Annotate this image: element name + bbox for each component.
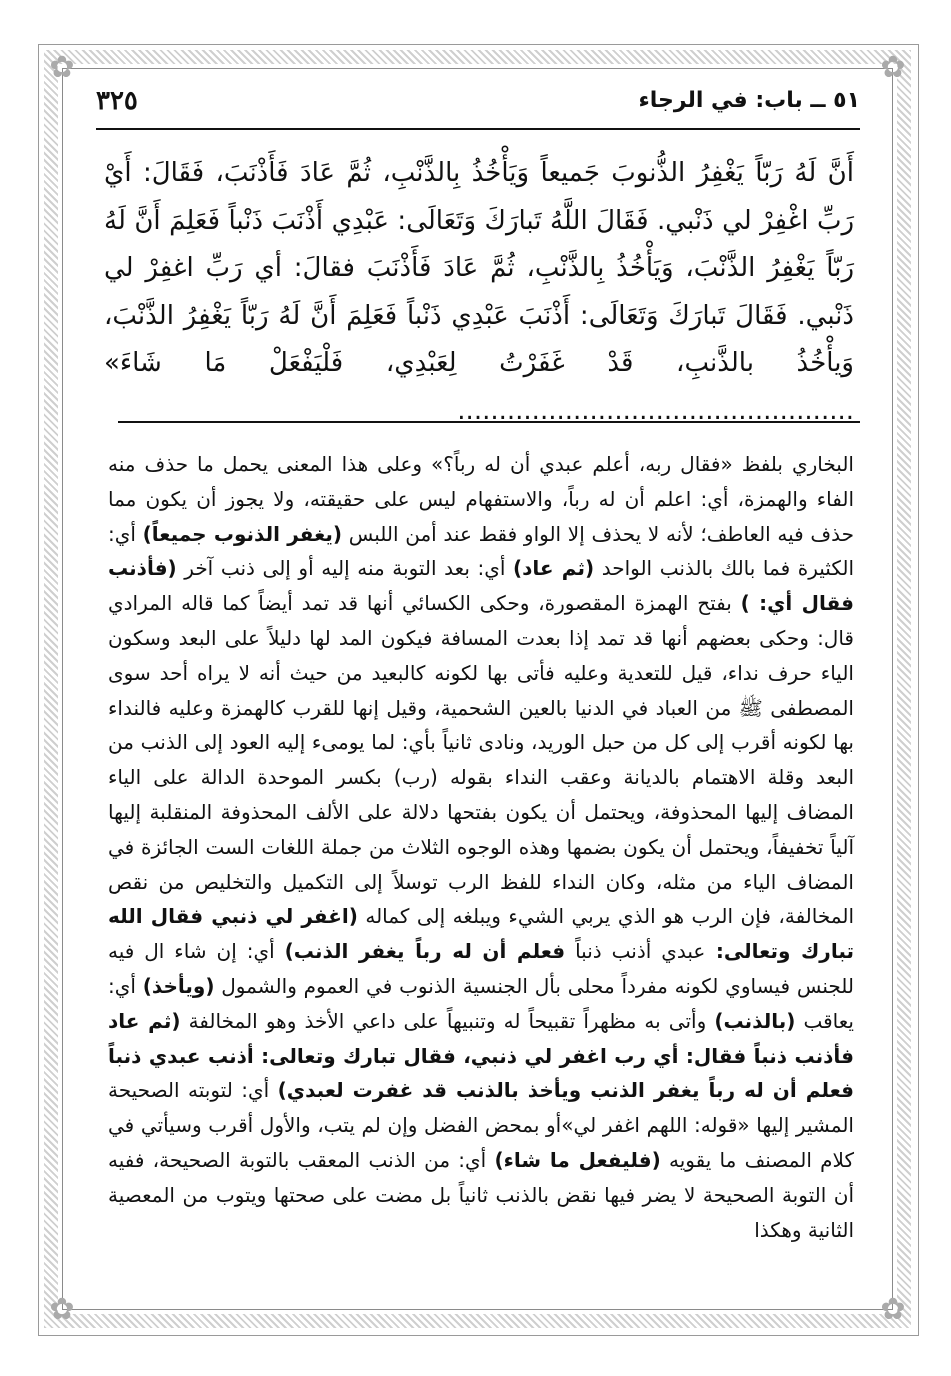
page-number: ٣٢٥ bbox=[96, 86, 138, 116]
corner-ornament-icon: ✿ bbox=[49, 50, 75, 85]
commentary-bold-segment: (اغفر لي ذنبي فقال الله تبارك وتعالى: bbox=[108, 904, 854, 964]
hadith-text bbox=[104, 150, 854, 426]
hadith-dots: ................................................ bbox=[457, 395, 854, 426]
commentary-bold-segment: (فليفعل ما شاء) bbox=[494, 1147, 661, 1172]
commentary-segment: البخاري بلفظ «فقال ربه، أعلم عبدي أن له رباً؟» وعلى هذا المعنى يحمل ما حذف منه الفاء والهمزة، أي: اعلم أن له رباً، والاستفهام ليس على حقيقته، ولا يجوز أن يكون مما حذف فيه العاطف؛ لأنه لا يحذف إلا الواو فقط عند أمن اللبس bbox=[108, 452, 855, 546]
corner-ornament-icon: ✿ bbox=[880, 50, 906, 85]
chapter-title: ٥١ ــ باب: في الرجاء bbox=[638, 88, 860, 113]
header-rule bbox=[96, 128, 860, 130]
commentary-bold-segment: (ويأخذ) bbox=[142, 973, 215, 998]
commentary-text bbox=[108, 447, 854, 1267]
commentary-segment: أي: لتوبته الصحيحة المشير إليها «قوله: اللهم اغفر لي»أو بمحض الفضل وإن لم يتب، والأول أقرب وسيأتي في كلام المصنف ما يقويه bbox=[108, 1078, 854, 1172]
commentary-bold-segment: (يغفر الذنوب جميعاً) bbox=[142, 521, 343, 546]
commentary-bold-segment: (ثم عاد فأذنب ذنباً فقال: أي رب اغفر لي ذنبي، فقال تبارك وتعالى: أذنب عبدي ذنباً فعلم أن له رباً يغفر الذنب ويأخذ بالذنب قد غفرت لعبدي) bbox=[108, 1008, 854, 1103]
hadith-body: أَنَّ لَهُ رَبّاً يَغْفِرُ الذُّنوبَ جَميعاً وَيَأْخُذُ بِالذَّنْبِ، ثُمَّ عَادَ فَأَذْنَبَ، فَقَالَ: أَيْ رَبِّ اغْفِرْ لي ذَنْبي. فَقَالَ اللَّهُ تَبارَكَ وَتَعَالَى: عَبْدِي أَذْنَبَ ذَنْباً فَعَلِمَ أَنَّ لَهُ رَبّاً يَغْفِرُ الذَّنْبَ، وَيَأْخُذُ بِالذَّنْبِ، ثُمَّ عَادَ فَأَذْنَبَ فقالَ: أي رَبِّ اغفِرْ لي ذَنْبي. فَقَالَ تَبارَكَ وَتَعَالَى: أَذْنَبَ عَبْدِي ذَنْباً فَعَلِمَ أَنَّ لَهُ رَبّاً يَغْفِرُ الذَّنْبَ، وَيأْخُذُ بالذَّنبِ، قَدْ غَفَرْتُ لِعَبْدِي، فَلْيَفْعَلْ مَا شَاءَ» bbox=[104, 158, 854, 378]
commentary-segment: أي: يعاقب bbox=[108, 973, 854, 1033]
commentary-bold-segment: (بالذنب) bbox=[714, 1008, 796, 1033]
commentary-segment: وأتى به مظهراً تقبيحاً له وتنبيهاً على داعي الأخذ وهو المخالفة bbox=[180, 1008, 715, 1033]
corner-ornament-icon: ✿ bbox=[880, 1292, 906, 1327]
commentary-segment: أي: بعد التوبة منه إليه أو إلى ذنب آخر bbox=[176, 556, 514, 581]
commentary-segment: عبدي أذنب ذنباً bbox=[565, 939, 706, 964]
commentary-bold-segment: (فأذنب فقال أي: ) bbox=[108, 556, 855, 616]
commentary-segment: بفتح الهمزة المقصورة، وحكى الكسائي أنها قد تمد أيضاً كما قاله المرادي قال: وحكى بعضهم أنها قد تمد إذا بعدت المسافة فيكون المد لها دليلاً على البعد وسكون الياء حرف نداء، قيل للتعدية وعليه فأتى بها لكونه كالبعيد من حيث أنه لا يراه أحد سوى المصطفى ﷺ من العباد في الدنيا بالعين الشحمية، وقيل إنها للقرب كالهمزة وعليه فالنداء بها لكونه أقرب إلى كل من حبل الوريد، ونادى ثانياً بأي: لما يومىء إليه العود إلى الذنب من البعد وقلة الاهتمام بالديانة وعقب النداء بقوله (رب) بكسر الموحدة الدالة على الياء المضاف إليها المحذوفة، ويحتمل أن يكون بفتحها دلالة على الألف المحذوفة المنقلبة إليها آلياً تخفيفاً، ويحتمل أن يكون بضمها وهذه الوجوه الثلاث من جملة اللغات الست الجائزة في المضاف الياء من مثله، وكان النداء للفظ الرب توسلاً إلى التكميل والتخليص من نقص المخالفة، فإن الرب هو الذي يربي الشيء ويبلغه إلى كماله bbox=[108, 591, 854, 929]
footnote-separator bbox=[118, 421, 860, 423]
page-header bbox=[96, 86, 860, 126]
commentary-bold-segment: فعلم أن له رباً يغفر الذنب) bbox=[284, 939, 566, 964]
commentary-segment: أي: إن شاء ال فيه للجنس فيساوي لكونه مفرداً محلى بأل الجنسية الذنوب في العموم والشمول bbox=[108, 939, 854, 998]
commentary-segment: أي: من الذنب المعقب بالتوبة الصحيحة، ففيه أن التوبة الصحيحة لا يضر فيها نقض بالذنب ثانياً بل مضت على صحتها ويتوب من المعصية الثانية وهكذا bbox=[108, 1147, 854, 1242]
commentary-segment: أي: الكثيرة فما بالك بالذنب الواحد bbox=[108, 521, 855, 581]
commentary-bold-segment: (ثم عاد) bbox=[513, 556, 595, 581]
corner-ornament-icon: ✿ bbox=[49, 1292, 75, 1327]
